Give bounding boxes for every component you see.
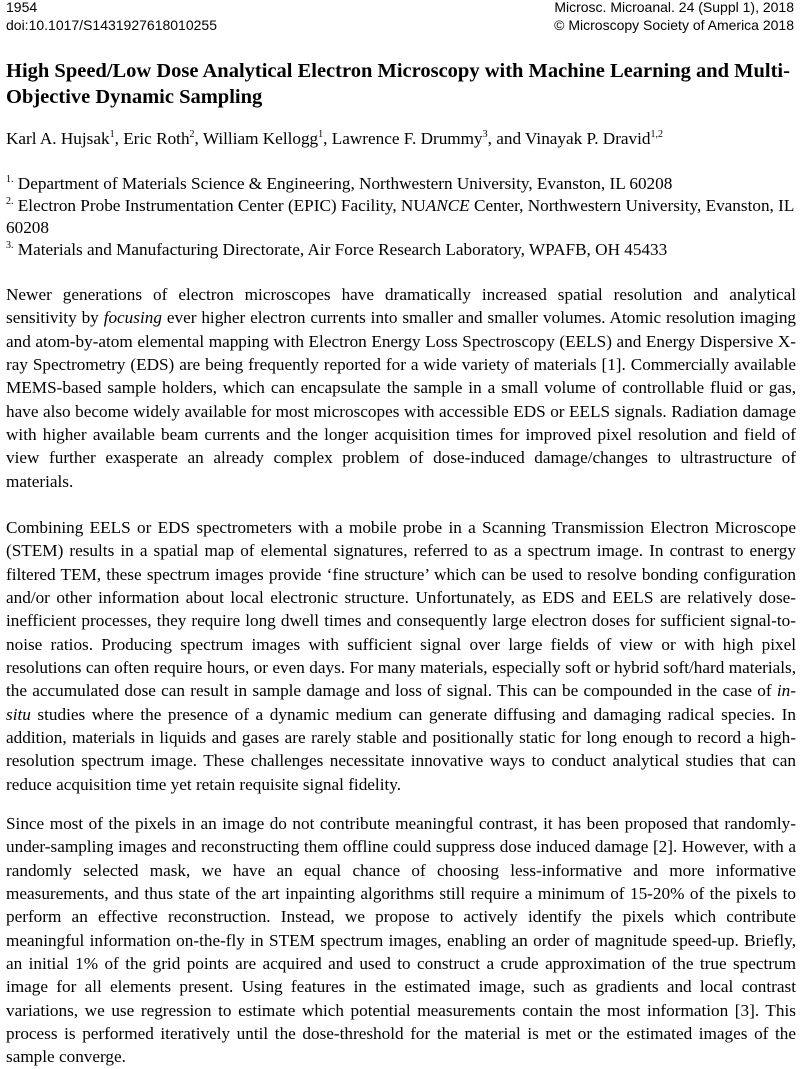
author-name: Eric Roth	[123, 129, 190, 148]
paragraph-3	[6, 812, 796, 1069]
author-separator: , and	[487, 129, 526, 148]
paper-title: High Speed/Low Dose Analytical Electron Microscopy with Machine Learning and Multi-Objective Dynamic Sampling	[6, 60, 790, 108]
author-affiliation-sup: 1,2	[650, 129, 664, 140]
author-affiliation-sup: 1	[318, 129, 324, 140]
paragraph-1	[6, 283, 796, 493]
paragraph-2	[6, 516, 796, 796]
affiliation-number: 1.	[6, 174, 14, 185]
affiliation-number: 2.	[6, 196, 14, 207]
header-left	[6, 0, 217, 34]
author-affiliation-sup: 2	[189, 129, 195, 140]
affiliation-2	[6, 195, 796, 239]
paragraph-text: Since most of the pixels in an image do not contribute meaningful contrast, it has been proposed that randomly-under-sampling images and reconstructing them offline could suppress dose induced damage [2]. However, with a randomly selected mask, we have an equal chance of choosing less-informative and more informative measurements, and thus state of the art inpainting algorithms still require a minimum of 15-20% of the pixels to perform an effective reconstruction. Instead, we propose to actively identify the pixels which contribute meaningful information on-the-fly in STEM spectrum images, enabling an order of magnitude speed-up. Briefly, an initial 1% of the grid points are acquired and used to construct a crude approximation of the true spectrum image for all elements present. Using features in the estimated image, such as gradients and local contrast variations, we use regression to estimate which potential measurements contain the most information [3]. This process is performed iteratively until the dose-threshold for the material is met or the estimated images of the sample converge.	[6, 814, 796, 1067]
affiliation-text-italic: ANCE	[425, 196, 470, 215]
author-name: Karl A. Hujsak	[6, 129, 110, 148]
affiliations	[6, 173, 796, 261]
affiliation-1	[6, 173, 796, 195]
page-number: 1954	[6, 0, 38, 15]
paragraph-text: ever higher electron currents into smaller and smaller volumes. Atomic resolution imaging and atom-by-atom elemental mapping with Electron Energy Loss Spectroscopy (EELS) and Energy Dispersive X-ray Spectrometry (EDS) are being frequently reported for a wide variety of materials [1]. Commercially available MEMS-based sample holders, which can encapsulate the sample in a small volume of controllable fluid or gas, have also become widely available for most microscopes with accessible EDS or EELS signals. Radiation damage with higher available beam currents and the longer acquisition times for improved pixel resolution and field of view further exasperate an already complex problem of dose-induced damage/changes to ultrastructure of materials.	[6, 308, 797, 491]
author-name: Lawrence F. Drummy	[331, 129, 483, 148]
paragraph-emphasis: focusing	[103, 308, 162, 328]
journal-citation: Microsc. Microanal. 24 (Suppl 1), 2018	[554, 0, 794, 15]
header-right	[554, 0, 794, 34]
paragraph-emphasis: in-situ	[6, 681, 796, 724]
affiliation-text: Electron Probe Instrumentation Center (EPIC) Facility, NU	[17, 196, 426, 215]
paragraph-text: Newer generations of electron microscopes have dramatically increased spatial resolution and analytical sensitivity by	[6, 285, 796, 328]
copyright: © Microscopy Society of America 2018	[554, 17, 794, 33]
author-separator: ,	[194, 129, 203, 148]
author-separator: ,	[114, 129, 124, 148]
affiliation-text: Materials and Manufacturing Directorate, Air Force Research Laboratory, WPAFB, OH 45433	[17, 240, 668, 259]
author-affiliation-sup: 1	[109, 129, 115, 140]
author-name: Vinayak P. Dravid	[525, 129, 651, 148]
affiliation-number: 3.	[6, 240, 14, 251]
affiliation-text: Center, Northwestern University, Evanston, IL 60208	[6, 196, 794, 237]
affiliation-3	[6, 239, 796, 261]
author-name: William Kellogg	[202, 129, 319, 148]
affiliation-text: Department of Materials Science & Engineering, Northwestern University, Evanston, IL 60208	[17, 174, 673, 193]
paragraph-text: studies where the presence of a dynamic medium can generate diffusing and damaging radical species. In addition, materials in liquids and gases are rarely stable and positionally static for long enough to record a high-resolution spectrum image. These challenges necessitate innovative ways to conduct analytical studies that can reduce acquisition time yet retain requisite signal fidelity.	[6, 704, 796, 794]
doi: doi:10.1017/S1431927618010255	[6, 17, 217, 33]
paragraph-text: Combining EELS or EDS spectrometers with a mobile probe in a Scanning Transmission Electron Microscope (STEM) results in a spatial map of elemental signatures, referred to as a spectrum image. In contrast to energy filtered TEM, these spectrum images provide ‘fine structure’ which can be used to resolve bonding configuration and/or other information about local electronic structure. Unfortunately, as EDS and EELS are relatively dose-inefficient processes, they require long dwell times and consequently large electron doses for sufficient signal-to-noise ratios. Producing spectrum images with sufficient signal over large fields of view or with high pixel resolutions can often require hours, or even days. For many materials, especially soft or hybrid soft/hard materials, the accumulated dose can result in sample damage and loss of signal. This can be compounded in the case of	[6, 518, 796, 701]
author-separator: ,	[323, 129, 332, 148]
author-affiliation-sup: 3	[482, 129, 488, 140]
author-list	[6, 128, 796, 150]
